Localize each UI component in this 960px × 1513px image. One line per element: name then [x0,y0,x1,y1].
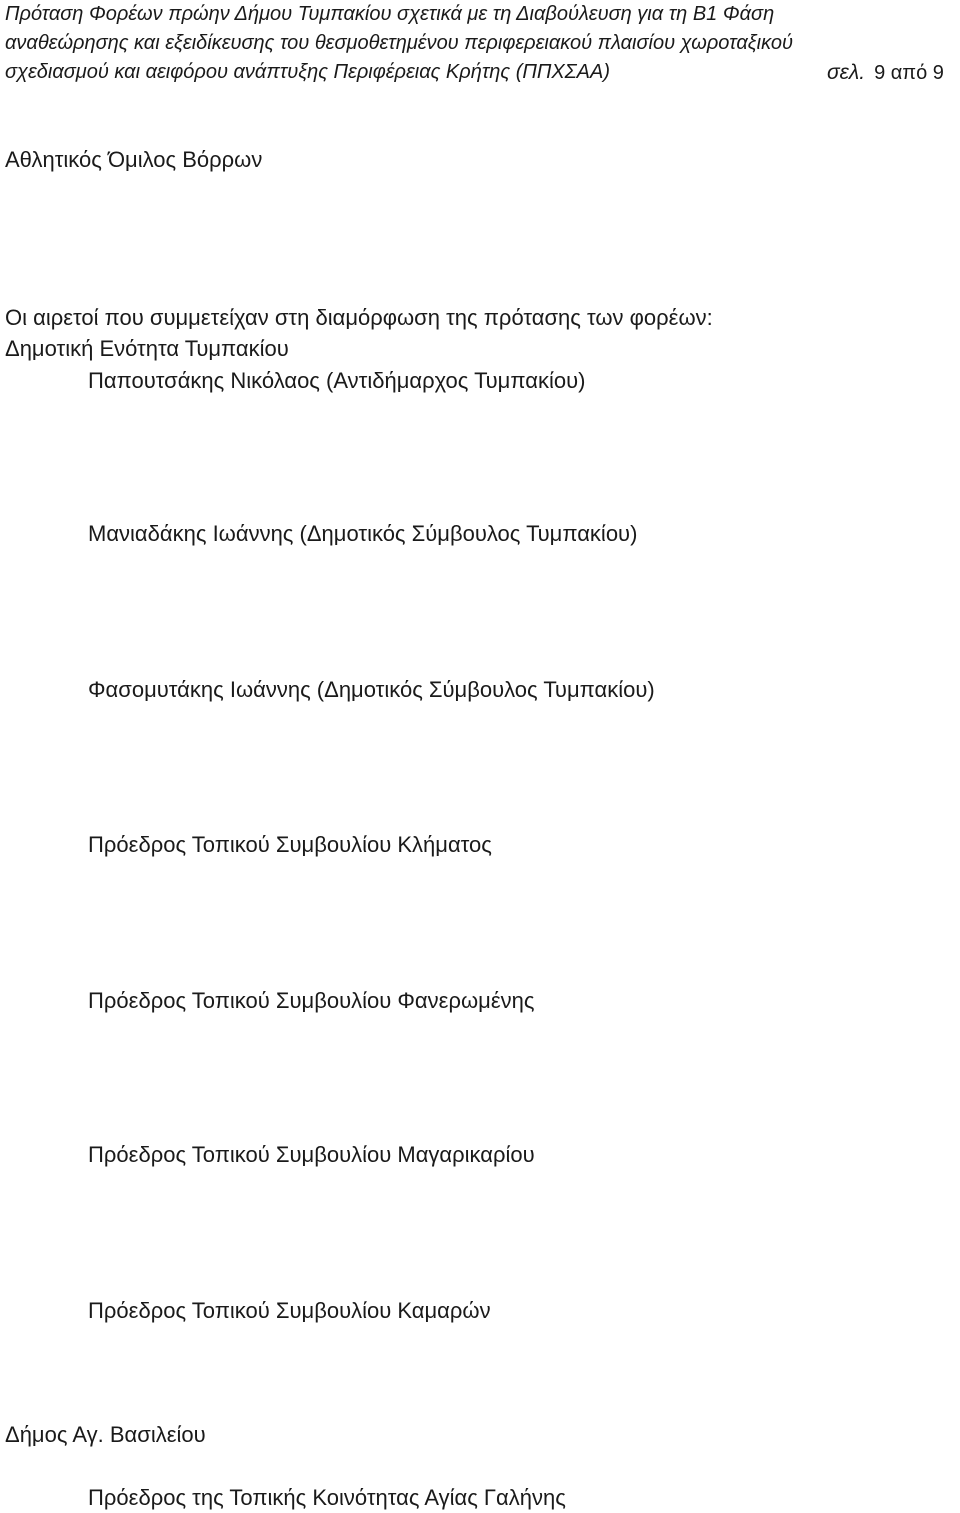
header-title-line-3 [5,58,960,87]
list-item: Πρόεδρος Τοπικού Συμβουλίου Καμαρών [88,1298,491,1323]
list-item: Φασομυτάκης Ιωάννης (Δημοτικός Σύμβουλος Τυμπακίου) [88,677,655,702]
municipality-heading: Δήμος Αγ. Βασιλείου [5,1422,206,1447]
list-item: Παπουτσάκης Νικόλαος (Αντιδήμαρχος Τυμπακίου) [88,368,586,393]
header-title-line-1: Πρόταση Φορέων πρώην Δήμου Τυμπακίου σχετικά με τη Διαβούλευση για τη Β1 Φάση [5,3,775,25]
header-title-line-2: αναθεώρησης και εξειδίκευσης του θεσμοθετημένου περιφερειακού πλαισίου χωροταξικού [5,32,793,54]
page-number [827,58,944,88]
club-name: Αθλητικός Όμιλος Βόρρων [5,147,263,172]
intro-text: Οι αιρετοί που συμμετείχαν στη διαμόρφωση της πρότασης των φορέων: [5,305,713,330]
list-item: Μανιαδάκης Ιωάννης (Δημοτικός Σύμβουλος Τυμπακίου) [88,521,638,546]
list-item: Πρόεδρος Τοπικού Συμβουλίου Κλήματος [88,832,492,857]
list-item: Πρόεδρος Τοπικού Συμβουλίου Φανερωμένης [88,988,535,1013]
municipal-unit-heading: Δημοτική Ενότητα Τυμπακίου [5,336,289,361]
page-number-value: 9 από 9 [874,62,944,84]
page-number-label: σελ. [827,61,866,84]
header-title-line-3-text: σχεδιασμού και αειφόρου ανάπτυξης Περιφέρειας Κρήτης (ΠΠΧΣΑΑ) [5,61,611,83]
page-header [5,0,960,87]
list-item: Πρόεδρος Τοπικού Συμβουλίου Μαγαρικαρίου [88,1142,535,1167]
list-item: Πρόεδρος της Τοπικής Κοινότητας Αγίας Γαλήνης [88,1485,566,1510]
